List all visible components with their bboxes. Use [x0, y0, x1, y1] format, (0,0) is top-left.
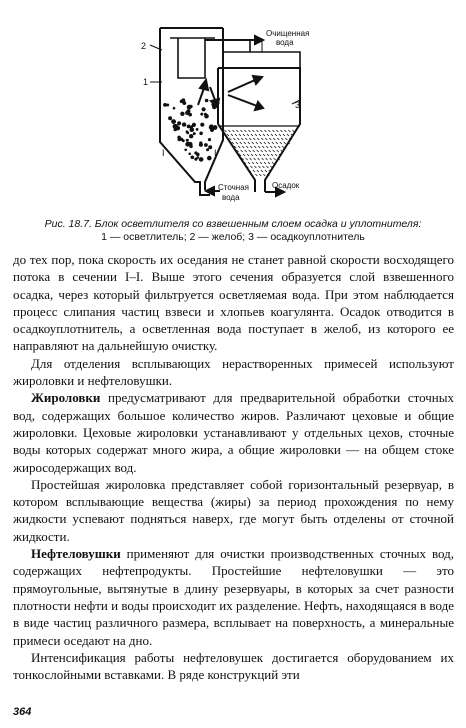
hatch-mark: [263, 174, 265, 176]
hatch-mark: [252, 130, 254, 132]
sludge-dot: [188, 142, 193, 147]
hatch-mark: [253, 150, 255, 152]
hatch-mark: [257, 170, 259, 172]
hatch-mark: [260, 142, 262, 144]
clean-water-label-1: Очищенная: [266, 29, 310, 38]
clean-water-label-2: вода: [276, 38, 294, 47]
hatch-mark: [248, 162, 250, 164]
hatch-mark: [248, 130, 250, 132]
hatch-mark: [268, 142, 270, 144]
hatch-mark: [244, 130, 246, 132]
hatch-mark: [284, 142, 286, 144]
hatch-mark: [283, 134, 285, 136]
hatch-mark: [259, 134, 261, 136]
hatch-mark: [259, 174, 261, 176]
section-label-left: I: [162, 148, 165, 158]
hatch-mark: [238, 146, 240, 148]
sludge-dot: [177, 121, 181, 125]
hatch-mark: [236, 142, 238, 144]
waste-water-label-2: вода: [222, 193, 240, 202]
sludge-dot: [206, 148, 209, 151]
hatch-mark: [241, 150, 243, 152]
sludge-dot: [202, 107, 206, 111]
hatch-mark: [250, 146, 252, 148]
sludge-dot: [208, 138, 211, 141]
section-label-right: I: [214, 148, 217, 158]
hatch-mark: [272, 162, 274, 164]
hatch-mark: [281, 138, 283, 140]
hatch-mark: [254, 166, 256, 168]
sludge-dot: [204, 114, 209, 119]
hatch-mark: [265, 150, 267, 152]
hatch-mark: [243, 134, 245, 136]
paragraph-1: до тех пор, пока скорость их оседания не станет равной скорости восходящего потока в сечении I–I. Выше этого сечения образуется слой взвешенного осадка, через который фильтруется осветляемая вода. При этом наблюдается процесс слипания частиц взвеси и хлопьев коагулянта. Осадок отводится в осадкоуплотнитель, а осветленная вода поступает в желоб, из которого ее направляют на дальнейшую очистку.: [13, 252, 454, 354]
hatch-mark: [259, 154, 261, 156]
hatch-mark: [245, 150, 247, 152]
hatch-mark: [277, 138, 279, 140]
hatch-mark: [244, 142, 246, 144]
hatch-mark: [265, 170, 267, 172]
sludge-dot: [200, 123, 204, 127]
hatch-mark: [277, 150, 279, 152]
sludge-dot: [173, 124, 178, 129]
hatch-mark: [256, 130, 258, 132]
term-fat-traps: Жироловки: [31, 390, 101, 406]
hatch-mark: [255, 154, 257, 156]
sludge-dot: [204, 143, 208, 147]
suspended-sludge-dots: [163, 98, 219, 161]
hatch-mark: [269, 138, 271, 140]
hatch-mark: [249, 138, 251, 140]
hatch-mark: [267, 134, 269, 136]
hatch-mark: [235, 134, 237, 136]
sludge-dot: [166, 104, 169, 107]
hatch-mark: [268, 162, 270, 164]
hatch-mark: [275, 154, 277, 156]
hatch-mark: [261, 138, 263, 140]
sludge-dot: [184, 149, 187, 152]
hatch-mark: [285, 138, 287, 140]
hatch-mark: [256, 162, 258, 164]
hatch-mark: [256, 142, 258, 144]
paragraph-6: Интенсификация работы нефтеловушек достигается оборудованием их тонкослойными вставками. В ряде конструкций эти: [13, 649, 454, 683]
sludge-dot: [189, 134, 193, 138]
hatch-mark: [252, 142, 254, 144]
hatch-mark: [255, 174, 257, 176]
hatch-mark: [231, 134, 233, 136]
hatch-mark: [270, 146, 272, 148]
hatch-mark: [257, 138, 259, 140]
hatch-mark: [292, 130, 294, 132]
hatch-mark: [274, 146, 276, 148]
sludge-dot: [168, 116, 172, 120]
label-leaders: [150, 45, 300, 104]
paragraph-4: Простейшая жироловка представляет собой горизонтальный резервуар, в котором всплывающие вещества (жиры) за период прохождения по нему жидкости успевают подняться наверх, где могут быть отделены от сточной жидкости.: [13, 476, 454, 544]
hatch-mark: [249, 150, 251, 152]
sludge-dot: [171, 119, 176, 124]
hatch-mark: [261, 150, 263, 152]
sludge-dot: [191, 156, 195, 160]
hatch-mark: [263, 134, 265, 136]
hatch-mark: [227, 134, 229, 136]
hatch-mark: [288, 130, 290, 132]
hatch-mark: [266, 158, 268, 160]
sludge-dot: [207, 156, 212, 161]
hatch-mark: [257, 150, 259, 152]
thickener-sludge-hatch: [224, 130, 294, 176]
hatch-mark: [284, 130, 286, 132]
hatch-mark: [265, 138, 267, 140]
hatch-mark: [247, 154, 249, 156]
hatch-mark: [273, 150, 275, 152]
hatch-mark: [268, 130, 270, 132]
hatch-mark: [260, 162, 262, 164]
hatch-mark: [258, 146, 260, 148]
hatch-mark: [246, 158, 248, 160]
waste-water-label-1: Сточная: [218, 183, 249, 192]
hatch-mark: [240, 130, 242, 132]
sludge-dot: [205, 99, 209, 103]
sludge-dot: [186, 130, 189, 133]
hatch-mark: [236, 130, 238, 132]
clarifier-tank: [160, 28, 300, 195]
sludge-dot: [186, 139, 189, 142]
body-text: [13, 251, 454, 683]
hatch-mark: [251, 154, 253, 156]
hatch-mark: [250, 158, 252, 160]
hatch-mark: [248, 142, 250, 144]
label-3: 3: [295, 100, 301, 110]
hatch-mark: [270, 158, 272, 160]
hatch-mark: [262, 146, 264, 148]
hatch-mark: [272, 130, 274, 132]
sludge-dot: [180, 112, 184, 116]
hatch-mark: [253, 170, 255, 172]
sludge-dot: [196, 156, 199, 159]
hatch-mark: [251, 134, 253, 136]
hatch-mark: [224, 130, 226, 132]
hatch-mark: [250, 166, 252, 168]
hatch-mark: [237, 138, 239, 140]
clarifier-diagram: [0, 0, 466, 215]
hatch-mark: [271, 154, 273, 156]
sludge-dot: [173, 107, 176, 110]
hatch-mark: [264, 130, 266, 132]
sludge-dot: [188, 153, 191, 156]
hatch-mark: [252, 162, 254, 164]
sludge-dot: [209, 124, 213, 128]
hatch-mark: [274, 158, 276, 160]
paragraph-5: Нефтеловушки применяют для очистки производственных сточных вод, содержащих нефтепродукты. Простейшие нефтеловушки — это прямоугольные, вытянутые в длину резервуары, в которых за счет разности плотности нефти и воды происходит их разделение. Нефть, находящаяся в воде в виде частиц различного размера, всплывает на поверхность, а минеральные примеси оседают на дно.: [13, 546, 454, 648]
sludge-dot: [193, 132, 196, 135]
sludge-dot: [182, 101, 186, 105]
hatch-mark: [264, 162, 266, 164]
hatch-mark: [273, 138, 275, 140]
hatch-mark: [245, 138, 247, 140]
sludge-dot: [199, 141, 202, 144]
hatch-mark: [255, 134, 257, 136]
hatch-mark: [275, 134, 277, 136]
hatch-mark: [280, 130, 282, 132]
hatch-mark: [269, 150, 271, 152]
hatch-mark: [260, 130, 262, 132]
figure-caption: [20, 218, 446, 244]
hatch-mark: [246, 146, 248, 148]
thickener-tank: [218, 68, 300, 192]
hatch-mark: [262, 158, 264, 160]
hatch-mark: [243, 154, 245, 156]
hatch-mark: [240, 142, 242, 144]
hatch-mark: [282, 146, 284, 148]
hatch-mark: [241, 138, 243, 140]
label-2: 2: [141, 41, 147, 51]
hatch-mark: [276, 130, 278, 132]
paragraph-3: Жироловки предусматривают для предварительной обработки сточных вод, содержащих большое количество жиров. Различают цеховые и общие жироловки. Цеховые жироловки устанавливают у отдельных цехов, сточные воды которых содержат много жира, а общие жироловки — на общем стоке жиросодержащих вод.: [13, 390, 454, 475]
hatch-mark: [264, 142, 266, 144]
hatch-mark: [232, 130, 234, 132]
hatch-mark: [279, 134, 281, 136]
sludge-dot: [200, 158, 203, 161]
hatch-mark: [261, 170, 263, 172]
hatch-mark: [262, 166, 264, 168]
caption-title: Блок осветлителя со взвешенным слоем осадка и уплотнителя:: [91, 218, 422, 230]
hatch-mark: [239, 134, 241, 136]
sludge-dot: [199, 132, 203, 136]
hatch-mark: [228, 130, 230, 132]
hatch-mark: [258, 158, 260, 160]
hatch-mark: [254, 146, 256, 148]
hatch-mark: [266, 146, 268, 148]
hatch-mark: [278, 146, 280, 148]
sludge-dot: [182, 122, 186, 126]
sludge-dot: [177, 136, 181, 140]
sludge-dot: [189, 105, 193, 109]
hatch-mark: [267, 154, 269, 156]
page-number: 364: [13, 706, 32, 718]
hatch-mark: [229, 138, 231, 140]
hatch-mark: [258, 166, 260, 168]
caption-legend: 1 — осветлитель; 2 — желоб; 3 — осадкоуплотнитель: [101, 231, 365, 243]
sludge-dot: [196, 153, 200, 157]
hatch-mark: [247, 134, 249, 136]
label-1: 1: [143, 77, 149, 87]
sludge-dot: [185, 111, 189, 115]
hatch-mark: [271, 134, 273, 136]
hatch-mark: [266, 166, 268, 168]
hatch-mark: [272, 142, 274, 144]
hatch-mark: [242, 146, 244, 148]
hatch-mark: [280, 142, 282, 144]
sludge-dot: [208, 145, 212, 149]
hatch-mark: [276, 142, 278, 144]
hatch-mark: [253, 138, 255, 140]
sludge-dot: [200, 113, 203, 116]
sludge-label: Осадок: [272, 181, 300, 190]
paragraph-2: Для отделения всплывающих нерастворенных примесей используют жироловки и нефтеловушки.: [13, 355, 454, 389]
caption-prefix: Рис. 18.7.: [44, 218, 92, 230]
term-oil-traps: Нефтеловушки: [31, 546, 121, 562]
hatch-mark: [233, 138, 235, 140]
sludge-dot: [192, 123, 196, 127]
sludge-dot: [187, 125, 191, 129]
sludge-dot: [182, 139, 185, 142]
hatch-mark: [287, 134, 289, 136]
sludge-dot: [196, 128, 199, 131]
hatch-mark: [254, 158, 256, 160]
hatch-mark: [263, 154, 265, 156]
